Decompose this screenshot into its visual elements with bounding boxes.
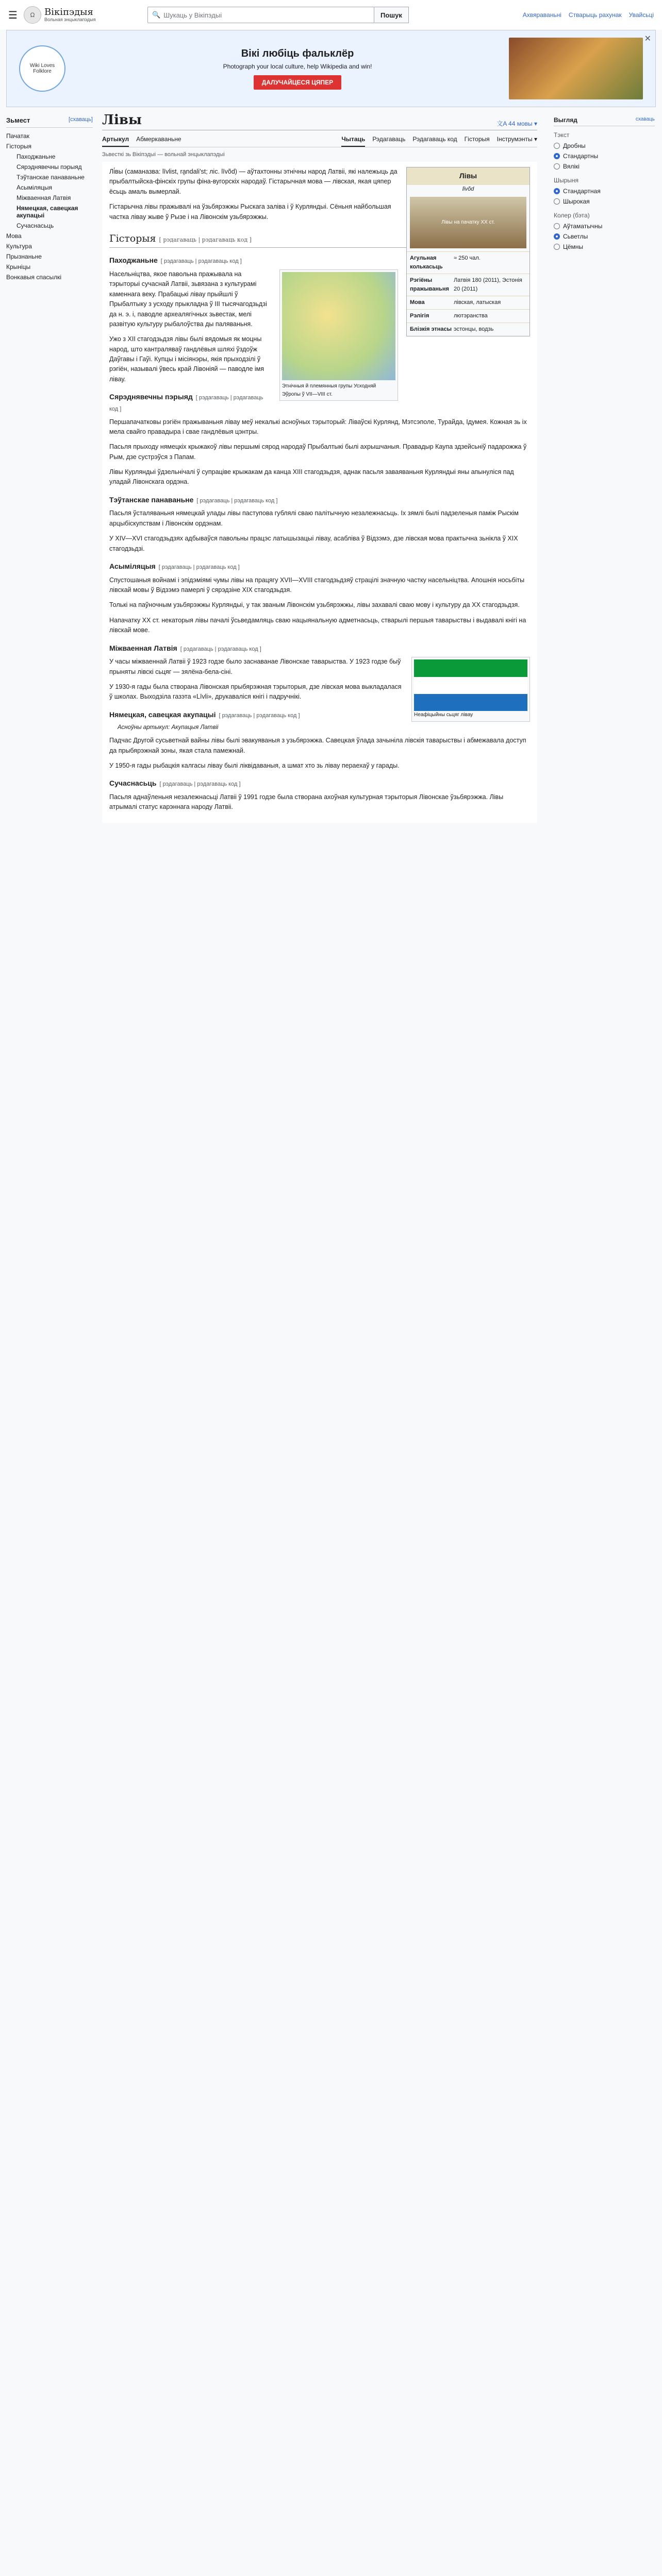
toc-item[interactable]: Сучаснасьць: [16, 222, 54, 229]
width-label: Шырыня: [554, 177, 579, 184]
appearance-panel: [547, 107, 655, 823]
option-label: Аўтаматычны: [563, 223, 603, 230]
toc-item[interactable]: Гісторыя: [6, 143, 31, 150]
paragraph: У часы міжваеннай Латвіі ў 1923 годзе было заснаванае Лівонскае таварыства. У 1923 годзе быў прыняты лівскі сьцяг — зялёна-бела-сіні.: [109, 658, 401, 675]
paragraph: Спустошаныя войнамі і эпідэміямі чумы лівы на працягу XVII—XVIII стагодзьдзяў страцілі значную частку насельніцтва. Апошнія носьбіты лівскай мовы ў Відзэмэ памерлі ў сярэдзіне XIX стагодзьдзя.: [109, 576, 525, 594]
toc-item[interactable]: Мова: [6, 232, 22, 240]
tab-edit[interactable]: Рэдагаваць: [372, 135, 406, 143]
map-image[interactable]: [282, 272, 395, 380]
banner-subtitle: Photograph your local culture, help Wikipedia and win!: [223, 62, 372, 70]
main-content: [93, 107, 547, 823]
language-selector[interactable]: 文A 44 мовы ▾: [496, 120, 537, 127]
login-link[interactable]: Увайсьці: [628, 11, 654, 19]
radio-icon: [554, 244, 560, 250]
paragraph: Пасьля аднаўленьня незалежнасьці Латвіі ў 1991 годзе была створана ахоўная культурная тэрыторыя Лівонскае ўзьбярэжжа. Лівы атрымалі статус карэннага народу Латвіі.: [109, 793, 504, 811]
infobox-row: [407, 251, 529, 274]
section-title: Гісторыя: [109, 232, 156, 244]
site-name: Вікіпэдыя: [44, 7, 93, 18]
create-account-link[interactable]: Стварыць рахунак: [568, 11, 622, 19]
donate-link[interactable]: Ахвяраваньні: [522, 11, 561, 19]
subsection-title: Асыміляцыя: [109, 562, 156, 570]
banner-image: [509, 38, 643, 99]
search-icon: 🔍: [152, 11, 161, 19]
user-links: [523, 11, 654, 19]
article-body: [102, 162, 537, 823]
paragraph: У 1930-я гады была створана Лівонская прыбярэжная тэрыторыя, дзе лівская мова выкладалася ў школах. Выходзіла газэта «Līvli», друкаваліся кнігі і падручнікі.: [109, 683, 402, 701]
site-tagline: Вольная энцыклапэдыя: [44, 17, 96, 22]
paragraph: Лівы Курляндыі ўдзельнічалі ў супраціве крыжакам да канца XIII стагодзьдзя, аднак пасьля заваяваньня Курляндыі яны апынуліся пад уладай Лівонскага ордэна.: [109, 468, 514, 486]
section-edit-link[interactable]: [ рэдагаваць | рэдагаваць код ]: [196, 497, 278, 504]
radio-icon: [554, 198, 560, 205]
color-dark[interactable]: [554, 242, 655, 252]
option-label: Цёмны: [563, 243, 584, 250]
campaign-logo: Wiki Loves Folklore: [19, 45, 65, 92]
site-subtitle: Зьвесткі зь Вікіпэдыі — вольнай энцыклапэдыі: [102, 151, 225, 158]
radio-icon: [554, 163, 560, 170]
toc-item[interactable]: Паходжаньне: [16, 153, 56, 160]
infobox-value: Латвія 180 (2011), Эстонія 20 (2011): [454, 277, 522, 292]
option-label: Стандартная: [563, 188, 601, 195]
appearance-title: Выгляд: [554, 116, 577, 124]
subsection-title: Міжваенная Латвія: [109, 643, 177, 652]
infobox-value: ≈ 250 чал.: [454, 255, 481, 261]
table-of-contents: [6, 107, 93, 823]
translate-icon: 文A: [496, 120, 509, 127]
toc-title: Зьмест: [6, 116, 30, 124]
subsection-title: Паходжаньне: [109, 256, 158, 265]
infobox-row: [407, 296, 529, 309]
paragraph: Пасьля прыходу нямецкіх крыжакоў лівы першымі сярод народаў Прыбалтыкі былі ахрышчаныя. Правадыр Каупа здзейсьніў падарожжа ў Рым, дзе сустрэўся з Папам.: [109, 443, 527, 461]
infobox-key: Рэлігія: [410, 312, 429, 319]
toc-item[interactable]: Культура: [6, 243, 32, 250]
site-header: [0, 0, 662, 30]
tab-article[interactable]: Артыкул: [102, 132, 129, 147]
infobox-row: [407, 274, 529, 296]
wikipedia-globe-icon: Ω: [24, 6, 41, 24]
radio-icon: [554, 223, 560, 229]
banner-title: Вікі любіць фальклёр: [241, 47, 354, 59]
tab-read[interactable]: Чытаць: [341, 132, 365, 147]
toc-item[interactable]: Крыніцы: [6, 263, 31, 270]
subsection-title: Тэўтанскае панаваньне: [109, 495, 194, 504]
tab-edit-source[interactable]: Рэдагаваць код: [412, 135, 457, 143]
section-edit-link[interactable]: [ рэдагаваць | рэдагаваць код ]: [109, 395, 263, 412]
radio-icon: [554, 143, 560, 149]
infobox-row: [407, 323, 529, 336]
appearance-hide-button[interactable]: схаваць: [635, 116, 655, 122]
text-size-standard[interactable]: [554, 151, 655, 161]
tab-talk[interactable]: Абмеркаваньне: [136, 135, 181, 143]
color-auto[interactable]: [554, 221, 655, 231]
paragraph: У 1950-я гады рыбацкія калгасы лівау былі ліквідаваныя, а шмат хто зь лівау пераехаў у гарады.: [109, 761, 400, 769]
toc-item-active[interactable]: Нямецкая, савецкая акупацыі: [16, 205, 78, 219]
paragraph: Пасьля ўсталяваньня нямецкай улады лівы паступова гублялі сваю палітычную незалежнасьць. Іх зямлі былі падзеленыя паміж Рыскім арцыбіскупствам і Лівонскім ордэнам.: [109, 510, 519, 527]
search-input[interactable]: [147, 7, 374, 23]
page-title: Лівы: [102, 112, 142, 128]
lead-paragraph: Гістарычна лівы пражывалі на ўзьбярэжжы Рыскага заліва і ў Курляндыі. Сёньня найбольшая частка лівау жыве ў Рызе і на Лівонскім узьбярэжжы.: [109, 203, 391, 221]
infobox-value: лютэранства: [454, 312, 488, 319]
radio-selected-icon: [554, 233, 560, 240]
paragraph: Насельніцтва, якое павольна пражывала на тэрыторыі сучаснай Латвіі, зьвязана з культурамі каменнага веку. Прабацькі лівау прыйшлі ў Прыбалтыку з усходу прыкладна ў III тысячагодзьдзі да н. э. і, паводле археалягічных зьвестак, мелі развітую культуру рыбалоўства ды паляваньня.: [109, 270, 267, 328]
infobox-key: Мова: [410, 299, 425, 306]
option-label: Шырокая: [563, 198, 590, 205]
infobox-row: [407, 309, 529, 323]
paragraph: У XIV—XVI стагодзьдзях адбываўся павольны працэс латышызацыі лівау, асабліва ў Відзэмэ, дзе лівская мова практычна зьнікла ў XIX стагодзьдзі.: [109, 535, 518, 552]
width-standard[interactable]: [554, 186, 655, 196]
section-edit-link[interactable]: [ рэдагаваць | рэдагаваць код ]: [180, 646, 261, 652]
option-label: Дробны: [563, 142, 586, 149]
option-label: Сьветлы: [563, 233, 588, 240]
paragraph: Напачатку XX ст. некаторыя лівы пачалі ўсьведамляць сваю нацыянальную адметнасьць, стварылі першыя таварыствы і выдавалі кнігі на лівскай мове.: [109, 616, 526, 634]
flag-caption: Неафіцыйны сьцяг лівау: [414, 712, 473, 718]
text-size-small[interactable]: [554, 141, 655, 151]
search-placeholder: Шукаць у Вікіпэдыі: [163, 11, 222, 19]
subsection-heading: [109, 643, 530, 654]
infobox-key: Рэгіёны пражываньня: [410, 277, 449, 292]
flag-figure: [411, 657, 530, 722]
toc-item[interactable]: Тэўтанскае панаваньне: [16, 174, 85, 181]
color-light[interactable]: [554, 231, 655, 242]
paragraph: Падчас Другой сусьветнай вайны лівы былі эвакуяваныя з узьбярэжжа. Савецкая ўлада зачыніла лівскія таварыствы і абмежавала доступ да прыбярэжнай зоны, якая стала памежнай.: [109, 737, 526, 754]
infobox-image-caption: Лівы на пачатку XX ст.: [441, 219, 495, 225]
radio-selected-icon: [554, 188, 560, 194]
option-label: Вялікі: [563, 163, 580, 170]
subsection-heading: [109, 561, 530, 572]
subsection-heading: [109, 778, 530, 789]
infobox: [406, 167, 530, 336]
site-logo[interactable]: [24, 6, 137, 24]
main-menu-icon[interactable]: ☰: [8, 9, 18, 21]
toc-item[interactable]: Міжваенная Латвія: [16, 194, 71, 201]
subsection-title: Сучаснасьць: [109, 779, 157, 788]
search-button[interactable]: Пошук: [374, 7, 409, 23]
tab-tools[interactable]: Інструмэнты ▾: [496, 135, 537, 143]
page-tabs: [102, 132, 537, 147]
section-edit-link[interactable]: [ рэдагаваць | рэдагаваць код ]: [158, 564, 240, 570]
section-edit-link[interactable]: [ рэдагаваць | рэдагаваць код ]: [159, 781, 241, 788]
paragraph: Ужо з XII стагодзьдзя лівы былі вядомыя як моцны народ, што кантраляваў гандлёвыя шляхі ўздоўж Даўгавы і Гаўі. Купцы і місіянэры, якія прыходзілі ў рэгіён, называлі ўвесь край Лівоніяй — паводле імя лівау.: [109, 335, 264, 383]
infobox-key: Агульная колькасьць: [410, 255, 443, 270]
lead-paragraph: Лі́вы (саманазва: līvlist, ra̮ndali'st; ліс. līvõd) — аўтахтонны этнічны народ Латвіі, які належыць да прыбалтыйска-фінскіх групы фіна-вугорскіх народаў. Гістарычная мова — лівская, якая цяпер ёсьць амаль вымерлай.: [109, 168, 398, 195]
infobox-value: лівская, латыская: [454, 299, 501, 306]
text-size-large[interactable]: [554, 161, 655, 172]
infobox-image[interactable]: [410, 197, 526, 248]
tab-history[interactable]: Гісторыя: [464, 135, 490, 143]
infobox-value: эстонцы, водзь: [454, 326, 494, 333]
section-edit-link[interactable]: [ рэдагаваць | рэдагаваць код ]: [160, 258, 242, 265]
close-icon[interactable]: ✕: [644, 35, 651, 43]
campaign-banner: [6, 30, 656, 107]
toc-item[interactable]: Сярэднявечны пэрыяд: [16, 163, 82, 171]
width-wide[interactable]: [554, 196, 655, 207]
subsection-title: Сярэднявечны пэрыяд: [109, 393, 193, 401]
text-size-label: Тэкст: [554, 131, 570, 139]
option-label: Стандартны: [563, 152, 599, 160]
toc-item[interactable]: Прызнаньне: [6, 253, 42, 260]
paragraph: Толькі на паўночным узьбярэжжы Курляндыі, у так званым Лівонскім узьбярэжжы, лівы захавалі сваю мову і культуру да XX стагодзьдзя.: [109, 601, 520, 609]
map-caption: Этнічныя й племянныя групы Усходняй Эўропы ў VII—VIII ст.: [282, 383, 376, 397]
subsection-heading: [109, 495, 530, 506]
toc-item[interactable]: Асыміляцыя: [16, 184, 53, 191]
livonian-flag-image[interactable]: [414, 659, 527, 711]
infobox-subtitle: līvõd: [462, 185, 474, 192]
language-count: 44 мовы: [508, 120, 533, 127]
search-form: [147, 7, 409, 23]
banner-join-button[interactable]: ДАЛУЧАЙЦЕСЯ ЦЯПЕР: [254, 75, 341, 90]
subsection-title: Нямецкая, савецкая акупацыі: [109, 710, 216, 719]
section-edit-link[interactable]: [ рэдагаваць | рэдагаваць код ]: [159, 236, 252, 243]
toc-hide-button[interactable]: [схаваць]: [69, 116, 93, 123]
infobox-key: Блізкія этнасы: [410, 326, 452, 333]
paragraph: Першапачатковы рэгіён пражываньня лівау меў некалькі асноўных тэрыторый: Ліваўскі Курлянд, Мэтсэполе, Турайда, Ідумея. Кожная зь іх мела свайго правадыра і свае гандлёвыя цэнтры.: [109, 418, 527, 435]
infobox-title: Лівы: [407, 167, 529, 185]
section-edit-link[interactable]: [ рэдагаваць | рэдагаваць код ]: [219, 712, 300, 719]
radio-selected-icon: [554, 153, 560, 159]
hatnote[interactable]: Асноўны артыкул: Акупацыя Латвіі: [118, 724, 219, 731]
toc-item[interactable]: Пачатак: [6, 132, 29, 140]
color-label: Колер (бэта): [554, 212, 590, 219]
toc-item[interactable]: Вонкавыя спасылкі: [6, 274, 62, 281]
map-figure: [279, 269, 398, 401]
